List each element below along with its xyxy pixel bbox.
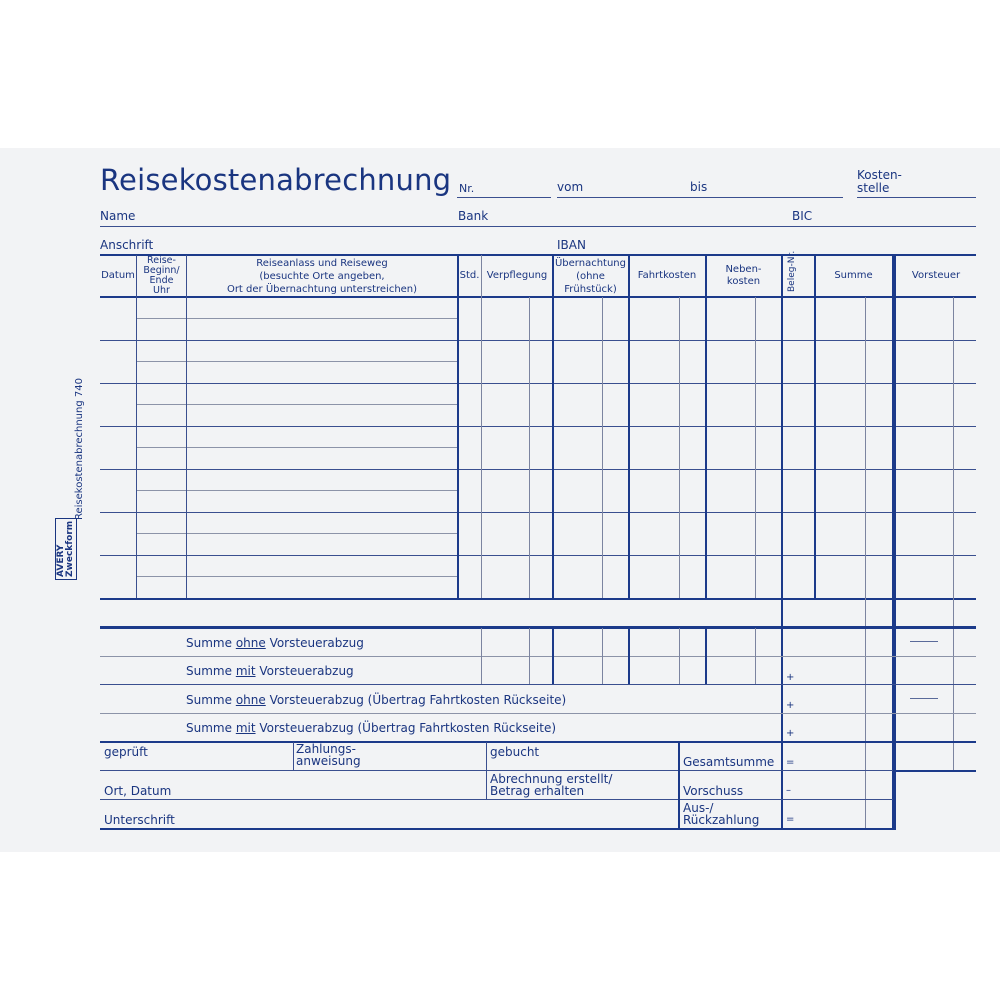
- vom-label: vom: [557, 180, 584, 194]
- col-header-reiseanlass: Reiseanlass und Reiseweg (besuchte Orte angeben, Ort der Übernachtung unterstreichen): [226, 257, 418, 295]
- unterschrift-label: Unterschrift: [104, 813, 175, 827]
- col-divider: [755, 297, 756, 598]
- table-subrow-line: [136, 318, 457, 319]
- footer-row-line: [893, 770, 976, 772]
- plus-sign: +: [786, 728, 795, 739]
- table-header-border: [100, 296, 976, 298]
- footer-divider: [293, 742, 294, 770]
- col-header-datum: Datum: [101, 270, 135, 281]
- gesamtsumme-label: Gesamtsumme: [683, 755, 775, 769]
- summe-ohne-vorsteuer: Summe ohne Vorsteuerabzug: [186, 636, 364, 650]
- table-row-line: [100, 426, 976, 427]
- col-header-verpflegung: Verpflegung: [486, 270, 548, 281]
- col-divider: [865, 297, 866, 829]
- kostenstelle-field[interactable]: [857, 197, 976, 198]
- abrechnung-label: Abrechnung erstellt/ Betrag erhalten: [490, 772, 613, 798]
- gebucht-label: gebucht: [490, 745, 540, 759]
- form-number-label: Reisekostenabrechnung 740: [74, 378, 85, 520]
- col-divider: [705, 255, 707, 598]
- summary-row-line: [100, 713, 976, 714]
- summary-col-divider: [705, 628, 707, 684]
- col-divider-thick: [892, 255, 896, 830]
- avery-zweckform-logo: AVERY Zweckform: [55, 518, 77, 580]
- table-row-line: [100, 383, 976, 384]
- footer-row-line: [100, 770, 893, 771]
- geprueft-label: geprüft: [104, 745, 148, 759]
- col-divider: [481, 255, 482, 598]
- vorsteuer-dash: [910, 641, 938, 642]
- col-divider: [552, 255, 554, 598]
- nr-label: Nr.: [459, 182, 475, 195]
- footer-row-line: [100, 799, 893, 800]
- col-divider: [186, 255, 187, 598]
- bank-label: Bank: [458, 209, 489, 223]
- summary-col-divider: [679, 628, 680, 684]
- footer-bottom-line: [100, 828, 896, 830]
- summary-row-line: [100, 656, 976, 657]
- col-header-vorsteuer: Vorsteuer: [911, 270, 961, 281]
- table-row-line: [100, 469, 976, 470]
- col-divider: [814, 255, 816, 598]
- iban-label: IBAN: [557, 238, 586, 252]
- col-divider: [781, 255, 783, 830]
- summary-bottom-border: [100, 741, 976, 743]
- col-header-fahrtkosten: Fahrtkosten: [637, 270, 697, 281]
- table-subrow-line: [136, 576, 457, 577]
- table-row-line: [100, 555, 976, 556]
- col-divider: [136, 255, 137, 598]
- vorschuss-label: Vorschuss: [683, 784, 744, 798]
- col-divider: [628, 255, 630, 598]
- vorsteuer-dash: [910, 698, 938, 699]
- summary-row-line: [100, 684, 976, 685]
- col-header-reise-beginn: Reise- Beginn/ Ende Uhr: [143, 255, 180, 296]
- summary-col-divider: [529, 628, 530, 684]
- footer-divider: [678, 742, 680, 829]
- col-divider: [457, 255, 459, 598]
- name-label: Name: [100, 209, 136, 223]
- summary-col-divider: [552, 628, 554, 684]
- form-title: Reisekostenabrechnung: [100, 163, 452, 197]
- summary-top-border: [100, 626, 976, 629]
- summary-col-divider: [628, 628, 630, 684]
- col-header-nebenkosten: Neben- kosten: [725, 264, 762, 287]
- summary-col-divider: [481, 628, 482, 684]
- minus-sign: –: [786, 785, 791, 796]
- anschrift-label: Anschrift: [100, 238, 154, 252]
- col-header-uebernachtung: Übernachtung (ohne Frühstück): [554, 257, 626, 295]
- zahlungsanweisung-label: Zahlungs- anweisung: [296, 742, 361, 768]
- table-row-line: [100, 512, 976, 513]
- table-subrow-line: [136, 361, 457, 362]
- table-subrow-line: [136, 533, 457, 534]
- date-range-field[interactable]: [557, 197, 843, 198]
- bic-label: BIC: [792, 209, 813, 223]
- summary-col-divider: [602, 628, 603, 684]
- footer-divider: [486, 742, 487, 799]
- ort-datum-label: Ort, Datum: [104, 784, 172, 798]
- kostenstelle-label-2: stelle: [857, 181, 890, 195]
- table-bottom-border: [100, 598, 976, 600]
- col-divider: [529, 297, 530, 598]
- plus-sign: +: [786, 672, 795, 683]
- plus-sign: +: [786, 700, 795, 711]
- col-header-beleg-nr: Beleg-Nr.: [787, 250, 797, 292]
- equals-sign: =: [786, 814, 795, 825]
- col-divider: [602, 297, 603, 598]
- table-subrow-line: [136, 490, 457, 491]
- summe-mit-vorsteuer: Summe mit Vorsteuerabzug: [186, 664, 354, 678]
- summe-mit-uebertrag: Summe mit Vorsteuerabzug (Übertrag Fahrtkosten Rückseite): [186, 721, 557, 735]
- summe-ohne-uebertrag: Summe ohne Vorsteuerabzug (Übertrag Fahrtkosten Rückseite): [186, 693, 567, 707]
- col-header-std: Std.: [459, 270, 480, 281]
- nr-field[interactable]: [457, 197, 551, 198]
- equals-sign: =: [786, 757, 795, 768]
- summary-col-divider: [755, 628, 756, 684]
- auszahlung-label: Aus-/ Rückzahlung: [683, 801, 760, 827]
- table-row-line: [100, 340, 976, 341]
- kostenstelle-label-1: Kosten-: [857, 168, 902, 182]
- bis-label: bis: [690, 180, 708, 194]
- name-bank-field[interactable]: [100, 226, 976, 227]
- table-subrow-line: [136, 447, 457, 448]
- col-divider: [953, 297, 954, 770]
- col-divider: [679, 297, 680, 598]
- col-header-summe: Summe: [834, 270, 873, 281]
- table-subrow-line: [136, 404, 457, 405]
